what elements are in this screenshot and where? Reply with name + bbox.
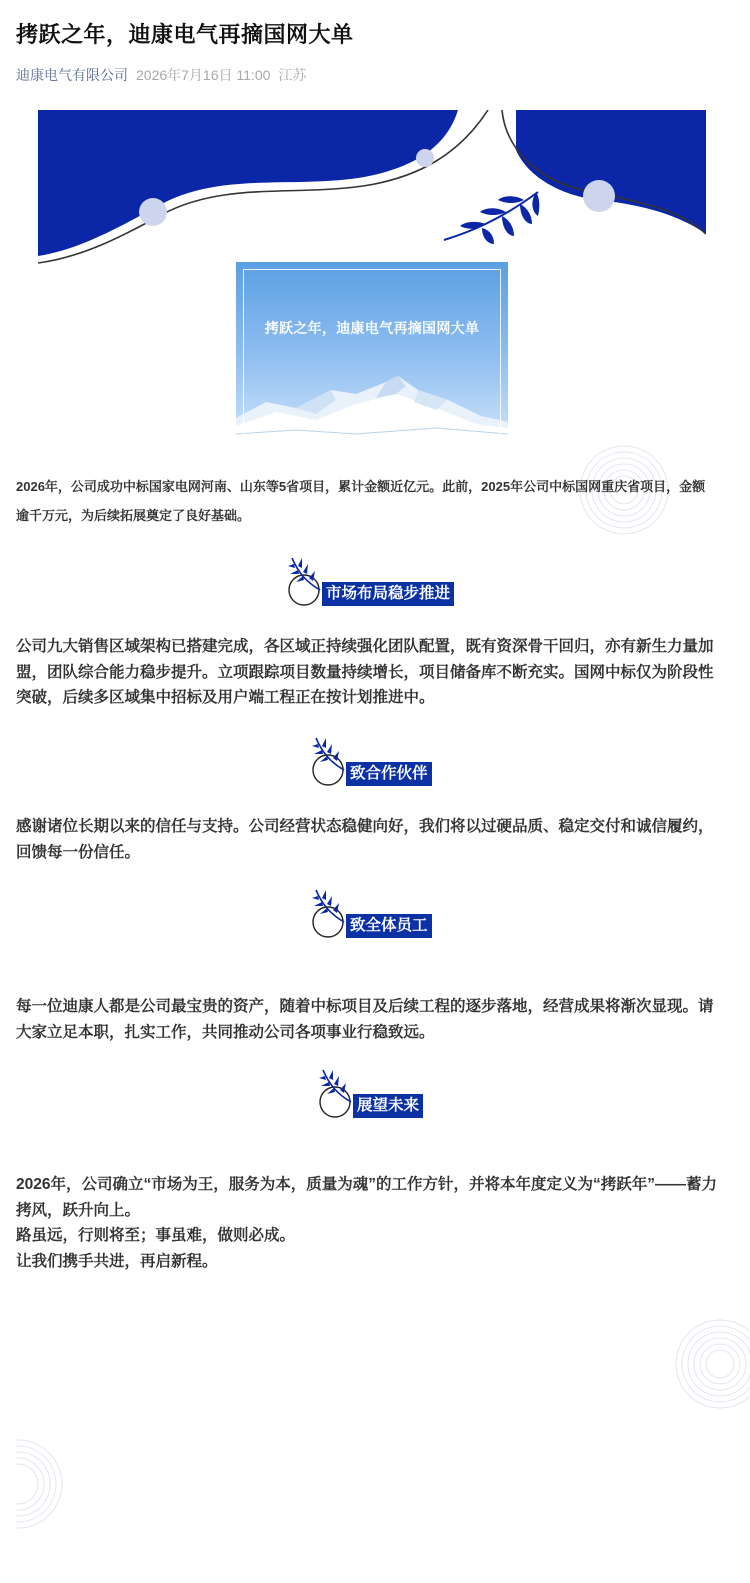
paragraph-line: 让我们携手共进，再启新程。	[16, 1252, 218, 1270]
account-name-link[interactable]: 迪康电气有限公司	[16, 67, 128, 83]
section-heading	[317, 1068, 437, 1120]
article-title: 拷跃之年，迪康电气再摘国网大单	[16, 22, 354, 47]
section-heading-label: 展望未来	[353, 1094, 423, 1118]
card-title: 拷跃之年，迪康电气再摘国网大单	[264, 320, 480, 336]
section-heading	[310, 736, 440, 788]
section-heading-label: 市场布局稳步推进	[322, 582, 454, 606]
cover-card	[236, 262, 508, 444]
article-meta	[16, 64, 306, 86]
section-paragraph: 公司九大销售区域架构已搭建完成，各区域正持续强化团队配置，既有资深骨干回归，亦有新生力量加盟，团队综合能力稳步提升。立项跟踪项目数量持续增长，项目储备库不断充实。国网中标仅为阶段性突破，后续多区域集中招标及用户端工程正在按计划推进中。	[16, 638, 714, 706]
section-heading	[286, 556, 466, 608]
intro-paragraph: 2026年，公司成功中标国家电网河南、山东等5省项目，累计金额近亿元。此前，2025年公司中标国网重庆省项目，金额逾千万元，为后续拓展奠定了良好基础。	[16, 479, 706, 523]
section-paragraph: 感谢诸位长期以来的信任与支持。公司经营状态稳健向好，我们将以过硬品质、稳定交付和诚信履约，回馈每一份信任。	[16, 818, 714, 861]
leaf-circle-icon	[317, 1068, 357, 1120]
leaf-circle-icon	[310, 736, 350, 788]
leaf-circle-icon	[286, 556, 326, 608]
leaf-circle-icon	[310, 888, 350, 940]
publish-date: 2026年7月16日 11:00	[136, 67, 271, 83]
banner-graphic	[38, 110, 706, 270]
concentric-circles-icon	[674, 1318, 750, 1410]
section-heading	[310, 888, 440, 940]
publish-location: 江苏	[278, 67, 307, 83]
section-paragraph: 每一位迪康人都是公司最宝贵的资产，随着中标项目及后续工程的逐步落地，经营成果将渐次显现。请大家立足本职，扎实工作，共同推动公司各项事业行稳致远。	[16, 998, 714, 1041]
section-heading-label: 致合作伙伴	[346, 762, 432, 786]
paragraph-line: 2026年，公司确立“市场为王，服务为本，质量为魂”的工作方针，并将本年度定义为“拷跃年”——蓄力拷风，跃升向上。	[16, 1176, 717, 1219]
concentric-circles-icon	[16, 1438, 64, 1530]
card-frame	[243, 269, 501, 437]
paragraph-line: 路虽远，行则将至；事虽难，做则必成。	[16, 1227, 296, 1244]
section-paragraph	[16, 1172, 728, 1274]
section-heading-label: 致全体员工	[346, 914, 432, 938]
leaf-branch-icon	[440, 188, 545, 248]
